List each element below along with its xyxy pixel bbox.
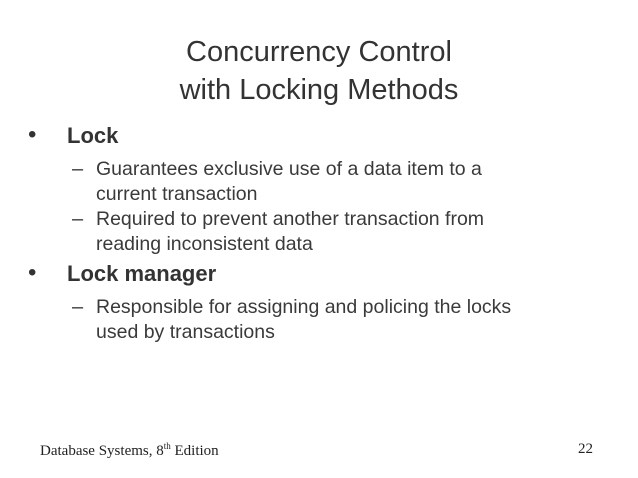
- sub-item-text: reading inconsistent data: [96, 233, 313, 255]
- bullet-lock: [0, 121, 638, 151]
- footer-book-title: [40, 441, 219, 461]
- bullet-list: [0, 121, 638, 345]
- page-number: 22: [578, 441, 593, 457]
- slide-title: [0, 33, 638, 109]
- dash-icon: –: [72, 296, 84, 318]
- footer-edition-suffix: th: [163, 441, 171, 451]
- sub-item-text: used by transactions: [96, 321, 275, 343]
- sub-item-text: Responsible for assigning and policing the locks: [96, 296, 512, 318]
- bullet-label-lock-manager: Lock manager: [67, 261, 217, 286]
- bullet-lock-manager: [0, 259, 638, 289]
- sub-item-lock-2: [0, 207, 638, 257]
- sub-item-text: current transaction: [96, 183, 258, 205]
- sub-item-lock-manager-1: [0, 295, 638, 345]
- slide-title-line-2: with Locking Methods: [179, 74, 459, 106]
- sub-item-text: Guarantees exclusive use of a data item to a: [96, 158, 482, 180]
- footer-edition-word: Edition: [170, 443, 219, 459]
- bullet-label-lock: Lock: [67, 123, 119, 148]
- bullet-dot-icon: •: [28, 121, 37, 148]
- bullet-dot-icon: •: [28, 259, 37, 286]
- slide-title-line-1: Concurrency Control: [186, 36, 452, 68]
- footer-book-name: Database Systems, 8: [40, 443, 164, 459]
- dash-icon: –: [72, 208, 84, 230]
- dash-icon: –: [72, 158, 84, 180]
- sub-item-lock-1: [0, 157, 638, 207]
- sub-item-text: Required to prevent another transaction from: [96, 208, 485, 230]
